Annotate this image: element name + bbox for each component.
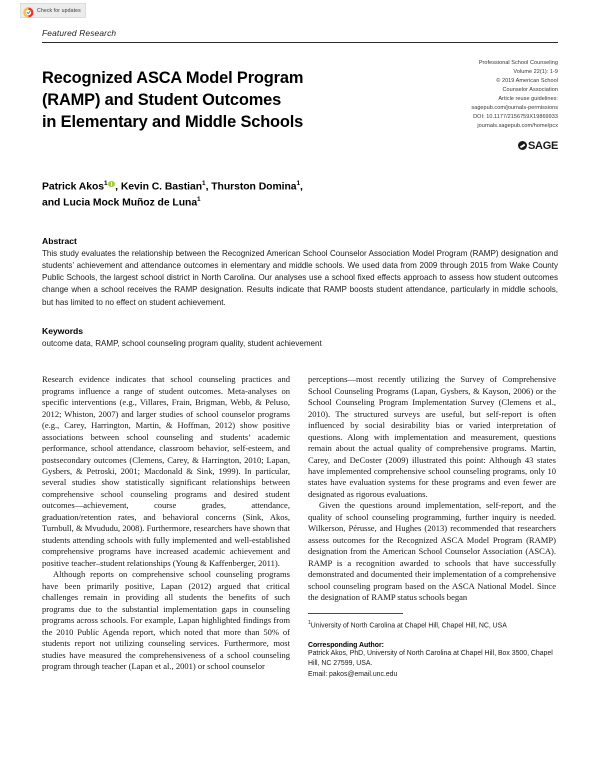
corresponding-author-heading: Corresponding Author: — [308, 642, 384, 650]
footnote-rule — [308, 613, 403, 614]
paragraph: Research evidence indicates that school counseling practices and programs influence a range of student outcomes. Meta-analyses on specific interventions (e.g., Villares, Frain, Brigman, Webb, & Peluso, 2012; Whiston, 2007) and larger studies of school counselor programs (e.g., Carey, Harrington, Martin, & Hoffman, 2012) show positive associations between school counseling and students’ academic performance, school attendance, classroom behavior, self-esteem, and postsecondary outcomes (Clemens, Carey, & Harrington, 2010; Lapan, Gysbers, & Petroski, 2001; Macdonald & Sink, 1999). In particular, several studies show statistically significant relationships between comprehensive school counseling programs and desired student outcomes—achievement, course grades, attendance, graduation/retention rates, and behavioral concerns (Sink, Akos, Turnbull, & Mvududu, 2008). Furthermore, researchers have shown that students attending schools with fully implemented and well-established comprehensive programs have increased academic achievement and positive teacher–student relationships (Young & Kaffenberger, 2011). — [42, 374, 290, 568]
author-affil-marker-1: 1 — [103, 179, 108, 187]
author-list: Patrick Akos$^1$ , Kevin C. Bastian$^1$, Thurston Domina$^1$, and Lucia Mock Muñoz de Luna$^1$ — [42, 179, 303, 209]
running-head: Featured Research — [42, 28, 117, 38]
corresponding-author-block — [308, 642, 556, 680]
author-affil-marker-2: 1 — [202, 179, 206, 187]
author-akos: Patrick Akos — [42, 181, 104, 193]
author-domina: , Thurston Domina — [205, 181, 297, 193]
affiliation-text: University of North Carolina at Chapel Hill, Chapel Hill, NC, USA — [310, 622, 507, 630]
affiliation-marker: 1 — [308, 619, 311, 626]
left-column — [42, 374, 290, 680]
paragraph: Although reports on comprehensive school counseling programs have been primarily positive, Lapan (2012) argued that critical challenges remain in providing all students the benefits of such programs due to the substantial implementation gaps in counseling programs across schools. For example, Lapan highlighted findings from the 2010 Public Agenda report, which noted that more than 50% of students report not utilizing counseling services. Furthermore, most studies have measured the comprehensiveness of a school counseling program through teacher (Lapan et al., 2001) or school counselor — [42, 569, 290, 672]
journal-volume: Volume 22(1): 1-9 — [513, 69, 558, 76]
journal-home-link[interactable]: journals.sagepub.com/home/pcx — [477, 123, 558, 130]
journal-metadata — [372, 57, 558, 155]
keywords-heading: Keywords — [42, 325, 84, 336]
body-columns — [42, 374, 558, 680]
author-bastian: , Kevin C. Bastian — [115, 181, 203, 193]
sage-dot-icon — [518, 141, 527, 150]
corresponding-author-email[interactable]: Email: pakos@email.unc.edu — [308, 670, 398, 678]
journal-name: Professional School Counseling — [478, 60, 558, 66]
title-line-1: Recognized ASCA Model Program — [42, 68, 304, 87]
abstract-section — [42, 236, 558, 309]
crossmark-label: Check for updates — [37, 7, 81, 14]
doi-link[interactable]: DOI: 10.1177/2156759X19869933 — [473, 114, 558, 121]
affiliation-note — [308, 620, 556, 631]
sage-logo — [372, 137, 558, 155]
permissions-link[interactable]: sagepub.com/journals-permissions — [471, 105, 558, 112]
abstract-text: This study evaluates the relationship between the Recognized American School Counselor Association Model Program (RAMP) designation and students’ achievement and attendance outcomes in elementary and middle schools. We used data from 2009 through 2015 from Wake County Public Schools, the largest school district in North Carolina. Our analyses use a school fixed effects approach to assess how student outcomes change when a school receives the RAMP designation. Results indicate that RAMP boosts student attendance, particularly in middle schools, but has limited to no effect on student achievement. — [42, 248, 558, 307]
author-affil-marker-4: 1 — [197, 195, 201, 203]
paragraph: perceptions—most recently utilizing the Survey of Comprehensive School Counseling Programs (Lapan, Gysbers, & Kayson, 2006) or the School Counseling Program Implementation Survey (Clemens et al., 2010). The structured surveys are useful, but self-report is often influenced by social desirability bias or varied interpretation of questions. Along with implementation and measurement, questions remain about the actual quality of comprehensive programs. Martin, Carey, and DeCoster (2009) illustrated this point: Although 43 states have implemented comprehensive school counseling programs, only 10 states have evaluation systems for these programs and even fewer are designated as rigorous evaluations. — [308, 374, 556, 499]
corresponding-author-address: Patrick Akos, PhD, University of North Carolina at Chapel Hill, Box 3500, Chapel Hill, NC 27599, USA. — [308, 650, 553, 668]
right-column — [308, 374, 556, 680]
header-rule — [42, 42, 558, 43]
journal-copyright-1: © 2019 American School — [496, 78, 558, 85]
author-affil-marker-3: 1 — [296, 179, 301, 187]
article-title — [42, 68, 372, 133]
title-line-3: in Elementary and Middle Schools — [42, 112, 304, 131]
keywords-text: outcome data, RAMP, school counseling program quality, student achievement — [42, 338, 322, 348]
sage-mark — [518, 137, 558, 155]
author-mock-munoz: and Lucia Mock Muñoz de Luna — [42, 197, 198, 209]
title-and-journal-meta — [42, 57, 558, 155]
title-line-2: (RAMP) and Student Outcomes — [42, 90, 282, 109]
paragraph: Given the questions around implementation, self-report, and the quality of school counseling programming, further inquiry is needed. Wilkerson, Pérusse, and Hughes (2013) recommended that researchers assess outcomes for the Recognized ASCA Model Program (RAMP) designation from the American School Counselor Association (ASCA). RAMP is a recognition awarded to schools that have successfully demonstrated and documented their implementation of a comprehensive school counseling program based on the ASCA National Model. Since the designation of RAMP status schools began — [308, 500, 556, 603]
orcid-icon[interactable] — [108, 181, 114, 187]
abstract-heading: Abstract — [42, 235, 77, 246]
journal-copyright-2: Counselor Association — [502, 87, 558, 94]
reuse-guidelines-label: Article reuse guidelines: — [498, 96, 558, 103]
sage-wordmark: SAGE — [528, 139, 558, 152]
keywords-section — [42, 326, 558, 350]
